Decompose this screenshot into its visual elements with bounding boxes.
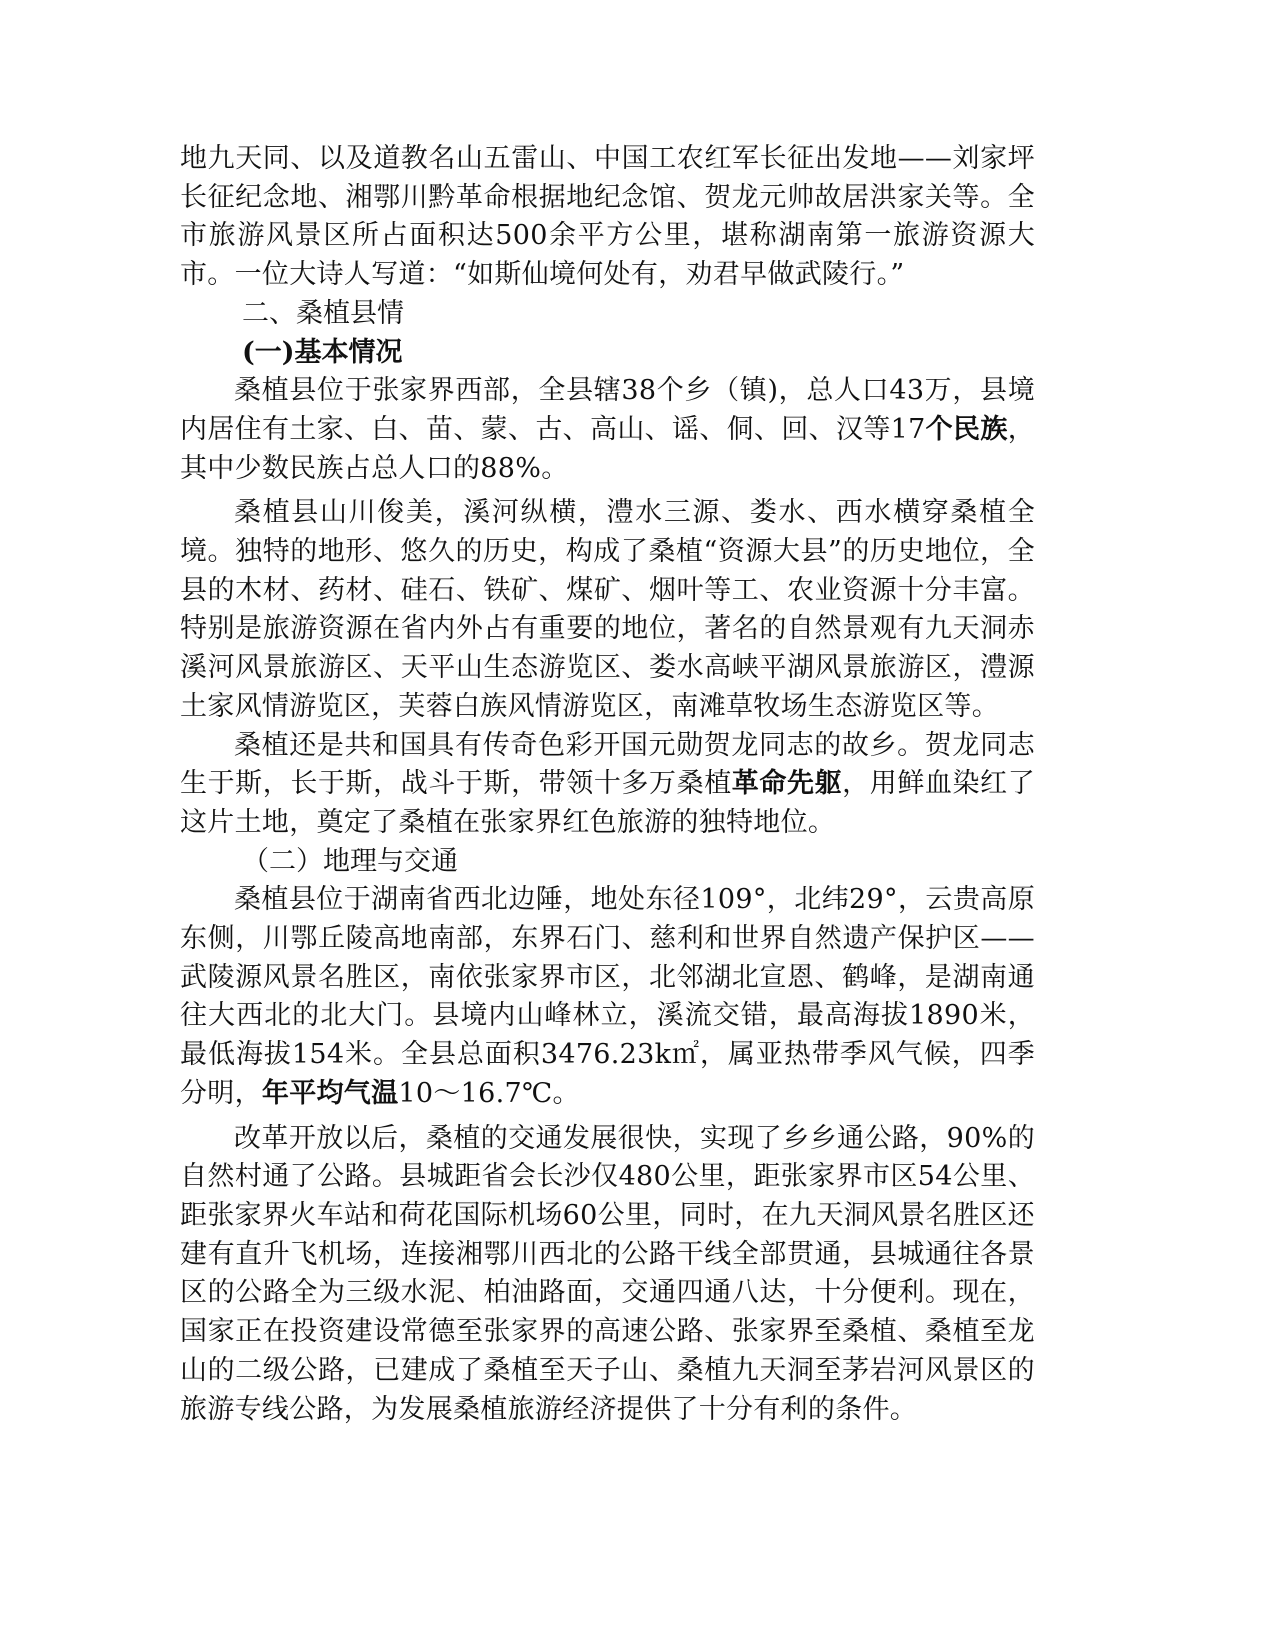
subheading-basic-info: (一)基本情况 — [242, 336, 403, 368]
bold-text: 年平均气温 — [261, 1077, 399, 1109]
paragraph-text: 桑植还是共和国具有传奇色彩开国元勋贺龙同志的故乡。贺龙同志生于斯，长于斯，战斗于斯，带领十多万桑植 — [180, 729, 1035, 800]
paragraph-basic-info — [180, 372, 1035, 488]
paragraph-text: ，其中少数民族占总人口的88%。 — [180, 413, 1035, 484]
paragraph-geography — [180, 881, 1035, 1113]
section-heading-county: 二、桑植县情 — [242, 297, 404, 329]
paragraph-text: 桑植县位于张家界西部，全县辖38个乡（镇)，总人口43万，县境内居住有土家、白、苗、蒙、古、高山、谣、侗、回、汉等17 — [180, 375, 1035, 445]
subheading-geography-transport: （二）地理与交通 — [242, 845, 458, 877]
paragraph-helong — [180, 727, 1035, 843]
paragraph-text: ，用鲜血染红了这片土地，奠定了桑植在张家界红色旅游的独特地位。 — [180, 768, 1035, 838]
document-page — [180, 140, 1035, 1429]
bold-text: 革命先躯 — [731, 768, 843, 800]
paragraph-transport: 改革开放以后，桑植的交通发展很快，实现了乡乡通公路，90%的自然村通了公路。县城距省会长沙仅480公里，距张家界市区54公里、距张家界火车站和荷花国际机场60公里，同时，在九天洞风景名胜区还建有直升飞机场，连接湘鄂川西北的公路干线全部贯通，县城通往各景区的公路全为三级水泥、柏油路面，交通四通八达，十分便利。现在，国家正在投资建设常德至张家界的高速公路、张家界至桑植、桑植至龙山的二级公路，已建成了桑植至天子山、桑植九天洞至茅岩河风景区的旅游专线公路，为发展桑植旅游经济提供了十分有利的条件。 — [180, 1122, 1035, 1425]
paragraph-text: 10～16.7℃。 — [398, 1077, 580, 1109]
paragraph-text: 桑植县位于湖南省西北边陲，地处东径109°，北纬29°，云贵高原东侧，川鄂丘陵高地南部，东界石门、慈利和世界自然遗产保护区——武陵源风景名胜区，南依张家界市区，北邻湖北宣恩、鹤峰，是湖南通往大西北的北大门。县境内山峰林立，溪流交错，最高海拔1890米，最低海拔154米。全县总面积3476.23k㎡，属亚热带季风气候，四季分明， — [180, 884, 1035, 1109]
intro-paragraph: 地九天同、以及道教名山五雷山、中国工农红军长征出发地——刘家坪长征纪念地、湘鄂川黔革命根据地纪念馆、贺龙元帅故居洪家关等。全市旅游风景区所占面积达500余平方公里，堪称湖南第一旅游资源大市。一位大诗人写道：“如斯仙境何处有，劝君早做武陵行。” — [180, 143, 1035, 291]
bold-text: 个民族 — [925, 413, 1008, 445]
paragraph-resources: 桑植县山川俊美，溪河纵横，澧水三源、娄水、西水横穿桑植全境。独特的地形、悠久的历史，构成了桑植“资源大县”的历史地位，全县的木材、药材、硅石、铁矿、煤矿、烟叶等工、农业资源十分丰富。特别是旅游资源在省内外占有重要的地位，著名的自然景观有九天洞赤溪河风景旅游区、天平山生态游览区、娄水高峡平湖风景旅游区，澧源土家风情游览区，芙蓉白族风情游览区，南滩草牧场生态游览区等。 — [180, 497, 1035, 722]
